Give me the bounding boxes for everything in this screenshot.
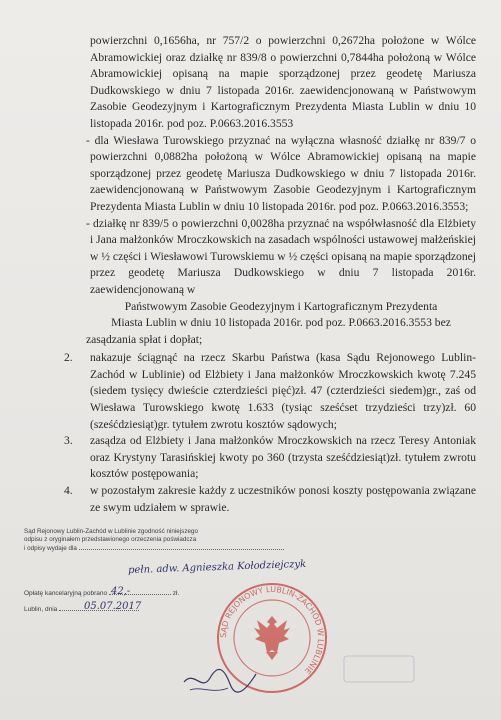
ruling-item [64,350,476,433]
date-label: Lublin, dnia [24,606,58,613]
certification-stamp [24,528,324,553]
paragraph-turowski-plot: - dla Wiesława Turowskiego przyznać na wyłączna własność działkę nr 839/7 o powierzchni 0,0882ha położoną w Wólce Abramowickiej opisaną na mapie sporządzonej przez geodetę Mariusza Dudkowskiego w dniu 7 listopada 2016r. zaewidencjonowaną w Państwowym Zasobie Geodezyjnym i Kartograficznym Prezydenta Miasta Lublin w dniu 10 listopada 2016r. pod poz. P.0663.2016.3553; [86,133,476,213]
handwritten-recipient: pełn. adw. Agnieszka Kołodziejczyk [127,558,307,577]
item-text: zasądza od Elżbiety i Jana małżonków Mroczkowskich na rzecz Teresy Antoniak oraz Krystyny Tarasińskiej kwoty po 360 (trzysta sześćdziesiąt)zł. tytułem zwrotu kosztów postępowania; [90,434,476,481]
handwritten-date: 05.07.2017 [84,601,142,612]
paragraph-plot-description: powierzchni 0,1656ha, nr 757/2 o powierzchni 0,2672ha położone w Wólce Abramowickiej oraz działkę nr 839/8 o powierzchni 0,7844ha położoną w Wólce Abramowickiej opisaną na mapie sporządzonej przez geodetę Mariusza Dudkowskiego w dniu 7 listopada 2016r. zaewidencjonowaną w Państwowym Zasobie Geodezyjnym i Kartograficznym Prezydenta Miasta Lublin w dniu 10 listopada 2016r. pod poz. P.0663.2016.3553 [90,34,476,130]
certification-line: Sąd Rejonowy Lublin-Zachód w Lublinie zgodność niniejszego [24,528,198,535]
item-text: nakazuje ściągnąć na rzecz Skarbu Państwa (kasa Sądu Rejonowego Lublin-Zachód w Lublinie) od Elżbiety i Jana małżonków Mroczkowskich kwotę 7.245 (siedem tysięcy dwieście czterdzieści pięć)zł. 47 (czterdzieści siedem)gr., zaś od Wiesława Turowskiego kwotę 1.633 (tysiąc sześćset trzydzieści trzy)zł. 60 (sześćdziesiąt)gr. tytułem zwrotu kosztów sądowych; [90,351,476,431]
certification-recipient-row [24,545,324,553]
item-text: w pozostałym zakresie każdy z uczestników ponosi koszty postępowania związane ze swym udziałem w sprawie. [90,484,476,514]
co-ownership-end: zasądzania spłat i dopłat; [86,332,203,346]
co-ownership-line: Miasta Lublin w dniu 10 listopada 2016r. pod poz. P.0663.2016.3553 bez [111,316,451,330]
recipient-dotted-line [79,549,284,550]
co-ownership-line: Państwowym Zasobie Geodezyjnym i Kartograficznym Prezydenta [124,299,438,313]
item-number: 2. [64,351,73,365]
co-ownership-text: - działkę nr 839/5 o powierzchni 0,0028ha przyznać na współwłasność dla Elżbiety i Jana małżonków Mroczkowskich na zasadach wspólności ustawowej małżeńskiej w ½ części i Wiesławowi Turowskiemu w ½ części opisaną na mapie sporządzonej przez geodetę Mariusza Dudkowskiego w dniu 7 listopada 2016r. zaewidencjonowaną w [86,216,476,296]
ruling-item [64,433,476,483]
signature-scribble [180,660,260,700]
fee-label: Opłatę kancelaryjną pobrano [24,590,108,597]
item-number: 4. [64,484,73,498]
fee-unit: zł. [172,590,180,597]
faint-stamp-mark [340,650,420,690]
eagle-emblem-icon [254,616,290,660]
ruling-item [64,483,476,516]
item-number: 3. [64,434,73,448]
handwritten-fee: 42,- [111,586,131,597]
certification-line: i odpisy wydaje dla [24,544,77,552]
certification-line: odpisu z oryginałem przedstawionego orzeczenia poświadcza [24,536,197,544]
paragraph-co-ownership [64,216,476,349]
judgment-text [64,33,476,516]
seal-text: SĄD REJONOWY LUBLIN-ZACHÓD W LUBLINIE [218,584,326,676]
ruling-items-list [64,350,476,516]
fee-row [24,590,179,597]
